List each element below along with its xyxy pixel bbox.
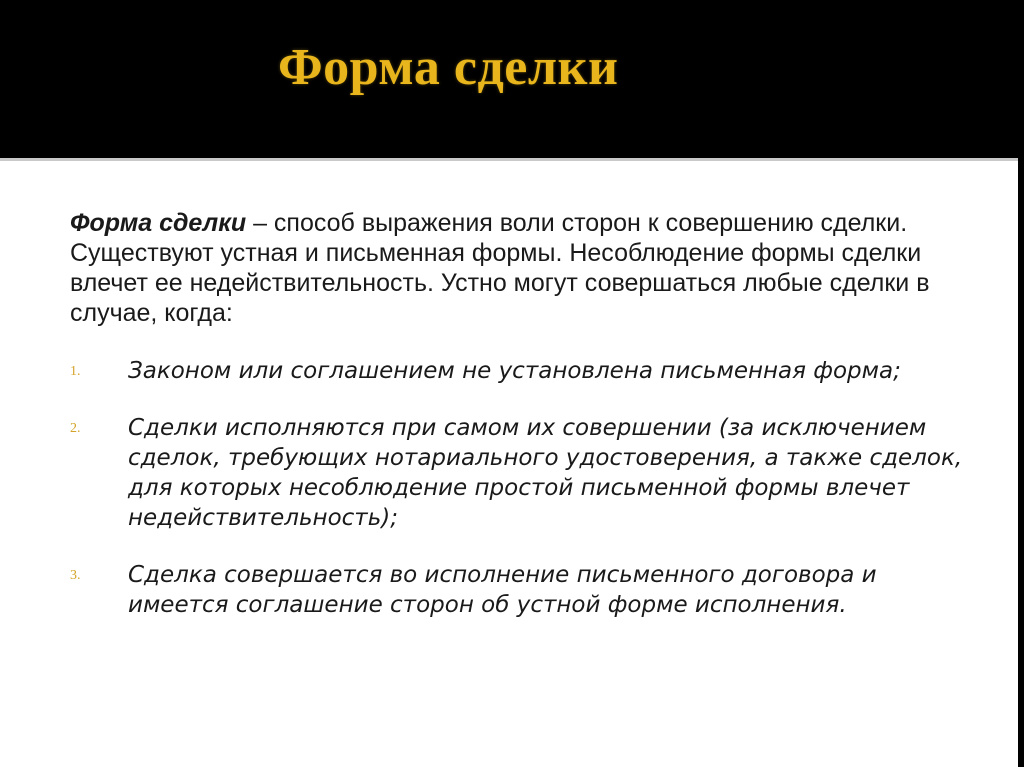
list-item-text: Сделка совершается во исполнение письменного договора и имеется соглашение сторон об устной форме исполнения. — [128, 562, 877, 618]
conditions-list — [70, 356, 970, 647]
right-edge-strip — [1018, 158, 1024, 767]
list-item-number: 1. — [70, 364, 81, 379]
list-item — [70, 413, 970, 533]
list-item-number: 3. — [70, 568, 81, 583]
intro-term: Форма сделки — [70, 209, 247, 237]
intro-paragraph — [70, 208, 970, 328]
title-bar — [0, 0, 1024, 158]
list-item-number: 2. — [70, 421, 81, 436]
list-item — [70, 356, 970, 386]
slide-title: Форма сделки — [278, 39, 619, 96]
list-item — [70, 560, 970, 620]
content-panel — [0, 158, 1018, 767]
intro-text: – способ выражения воли сторон к совершению сделки. Существуют устная и письменная формы. Несоблюдение формы сделки влечет ее недействительность. Устно могут совершаться любые сделки в случае, когда: — [70, 209, 930, 327]
list-item-text: Законом или соглашением не установлена письменная форма; — [128, 358, 901, 384]
list-item-text: Сделки исполняются при самом их совершении (за исключением сделок, требующих нотариального удостоверения, а также сделок, для которых несоблюдение простой письменной формы влечет недействительность); — [128, 415, 963, 531]
